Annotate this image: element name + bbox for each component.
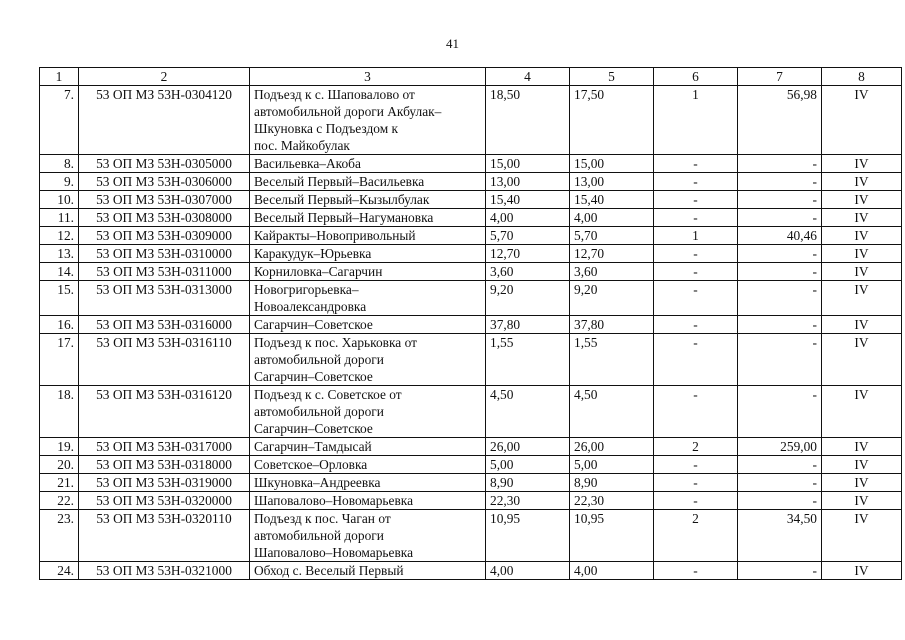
road-name-cell: Сагарчин–Тамдысай xyxy=(250,438,486,456)
road-code-cell: 53 ОП МЗ 53Н-0311000 xyxy=(79,263,250,281)
road-length-cell: 22,30 xyxy=(486,492,570,510)
road-length-2-cell: 15,00 xyxy=(570,155,654,173)
table-row xyxy=(40,227,902,245)
road-length-2-cell: 4,00 xyxy=(570,209,654,227)
road-length-2-cell: 12,70 xyxy=(570,245,654,263)
road-name-cell: Новогригорьевка– Новоалександровка xyxy=(250,281,486,316)
structure-length-cell: - xyxy=(738,316,822,334)
road-category-cell: IV xyxy=(822,562,902,580)
road-category-cell: IV xyxy=(822,209,902,227)
road-length-cell: 10,95 xyxy=(486,510,570,562)
road-code-cell: 53 ОП МЗ 53Н-0310000 xyxy=(79,245,250,263)
road-category-cell: IV xyxy=(822,456,902,474)
structure-length-cell: - xyxy=(738,263,822,281)
row-number-cell: 22. xyxy=(40,492,79,510)
road-category-cell: IV xyxy=(822,474,902,492)
road-length-cell: 4,00 xyxy=(486,562,570,580)
road-name-cell: Подъезд к пос. Харьковка от автомобильной дороги Сагарчин–Советское xyxy=(250,334,486,386)
row-number-cell: 12. xyxy=(40,227,79,245)
road-name-cell: Веселый Первый–Нагумановка xyxy=(250,209,486,227)
header-cell: 1 xyxy=(40,68,79,86)
header-cell: 5 xyxy=(570,68,654,86)
structure-count-cell: - xyxy=(654,191,738,209)
structure-count-cell: - xyxy=(654,173,738,191)
header-cell: 8 xyxy=(822,68,902,86)
structure-length-cell: - xyxy=(738,281,822,316)
structure-count-cell: 1 xyxy=(654,86,738,155)
structure-length-cell: - xyxy=(738,334,822,386)
row-number-cell: 14. xyxy=(40,263,79,281)
table-body xyxy=(40,68,902,580)
structure-length-cell: 56,98 xyxy=(738,86,822,155)
table-row xyxy=(40,438,902,456)
road-length-2-cell: 3,60 xyxy=(570,263,654,281)
structure-count-cell: - xyxy=(654,334,738,386)
road-length-cell: 1,55 xyxy=(486,334,570,386)
structure-length-cell: 34,50 xyxy=(738,510,822,562)
structure-length-cell: - xyxy=(738,474,822,492)
road-length-cell: 8,90 xyxy=(486,474,570,492)
road-category-cell: IV xyxy=(822,492,902,510)
header-cell: 3 xyxy=(250,68,486,86)
row-number-cell: 8. xyxy=(40,155,79,173)
header-cell: 6 xyxy=(654,68,738,86)
table-row xyxy=(40,334,902,386)
road-code-cell: 53 ОП МЗ 53Н-0320000 xyxy=(79,492,250,510)
road-code-cell: 53 ОП МЗ 53Н-0313000 xyxy=(79,281,250,316)
road-length-2-cell: 9,20 xyxy=(570,281,654,316)
road-name-cell: Советское–Орловка xyxy=(250,456,486,474)
table-row xyxy=(40,245,902,263)
table-row xyxy=(40,281,902,316)
road-code-cell: 53 ОП МЗ 53Н-0316110 xyxy=(79,334,250,386)
table-header-row xyxy=(40,68,902,86)
row-number-cell: 20. xyxy=(40,456,79,474)
road-code-cell: 53 ОП МЗ 53Н-0317000 xyxy=(79,438,250,456)
row-number-cell: 15. xyxy=(40,281,79,316)
structure-count-cell: - xyxy=(654,456,738,474)
road-length-cell: 12,70 xyxy=(486,245,570,263)
road-code-cell: 53 ОП МЗ 53Н-0305000 xyxy=(79,155,250,173)
structure-length-cell: 259,00 xyxy=(738,438,822,456)
road-code-cell: 53 ОП МЗ 53Н-0309000 xyxy=(79,227,250,245)
row-number-cell: 11. xyxy=(40,209,79,227)
road-length-2-cell: 17,50 xyxy=(570,86,654,155)
road-code-cell: 53 ОП МЗ 53Н-0316120 xyxy=(79,386,250,438)
road-name-cell: Шкуновка–Андреевка xyxy=(250,474,486,492)
row-number-cell: 10. xyxy=(40,191,79,209)
row-number-cell: 17. xyxy=(40,334,79,386)
road-code-cell: 53 ОП МЗ 53Н-0321000 xyxy=(79,562,250,580)
structure-length-cell: - xyxy=(738,173,822,191)
structure-count-cell: - xyxy=(654,386,738,438)
road-length-cell: 4,00 xyxy=(486,209,570,227)
structure-length-cell: - xyxy=(738,386,822,438)
structure-length-cell: - xyxy=(738,209,822,227)
road-name-cell: Веселый Первый–Кызылбулак xyxy=(250,191,486,209)
structure-count-cell: - xyxy=(654,474,738,492)
structure-length-cell: - xyxy=(738,456,822,474)
row-number-cell: 19. xyxy=(40,438,79,456)
structure-length-cell: - xyxy=(738,562,822,580)
road-length-cell: 13,00 xyxy=(486,173,570,191)
table-row xyxy=(40,562,902,580)
road-length-cell: 15,00 xyxy=(486,155,570,173)
road-length-2-cell: 26,00 xyxy=(570,438,654,456)
structure-count-cell: - xyxy=(654,263,738,281)
road-category-cell: IV xyxy=(822,281,902,316)
structure-count-cell: - xyxy=(654,209,738,227)
road-length-2-cell: 37,80 xyxy=(570,316,654,334)
structure-count-cell: - xyxy=(654,245,738,263)
road-name-cell: Шаповалово–Новомарьевка xyxy=(250,492,486,510)
road-length-2-cell: 8,90 xyxy=(570,474,654,492)
structure-count-cell: 2 xyxy=(654,510,738,562)
row-number-cell: 18. xyxy=(40,386,79,438)
structure-count-cell: - xyxy=(654,316,738,334)
row-number-cell: 21. xyxy=(40,474,79,492)
table-row xyxy=(40,155,902,173)
structure-length-cell: - xyxy=(738,155,822,173)
road-name-cell: Подъезд к пос. Чаган от автомобильной дороги Шаповалово–Новомарьевка xyxy=(250,510,486,562)
table-row xyxy=(40,492,902,510)
road-length-2-cell: 13,00 xyxy=(570,173,654,191)
structure-length-cell: - xyxy=(738,492,822,510)
road-code-cell: 53 ОП МЗ 53Н-0304120 xyxy=(79,86,250,155)
road-category-cell: IV xyxy=(822,155,902,173)
row-number-cell: 23. xyxy=(40,510,79,562)
table-row xyxy=(40,456,902,474)
page-number: 41 xyxy=(446,36,459,51)
road-length-2-cell: 22,30 xyxy=(570,492,654,510)
road-length-2-cell: 5,00 xyxy=(570,456,654,474)
road-category-cell: IV xyxy=(822,86,902,155)
structure-count-cell: - xyxy=(654,155,738,173)
road-category-cell: IV xyxy=(822,386,902,438)
row-number-cell: 16. xyxy=(40,316,79,334)
row-number-cell: 13. xyxy=(40,245,79,263)
road-length-cell: 4,50 xyxy=(486,386,570,438)
road-category-cell: IV xyxy=(822,510,902,562)
structure-length-cell: 40,46 xyxy=(738,227,822,245)
structure-count-cell: - xyxy=(654,281,738,316)
structure-count-cell: - xyxy=(654,492,738,510)
road-code-cell: 53 ОП МЗ 53Н-0308000 xyxy=(79,209,250,227)
header-cell: 7 xyxy=(738,68,822,86)
road-category-cell: IV xyxy=(822,438,902,456)
road-length-2-cell: 10,95 xyxy=(570,510,654,562)
road-code-cell: 53 ОП МЗ 53Н-0319000 xyxy=(79,474,250,492)
road-category-cell: IV xyxy=(822,334,902,386)
road-name-cell: Подъезд к с. Советское от автомобильной дороги Сагарчин–Советское xyxy=(250,386,486,438)
header-cell: 4 xyxy=(486,68,570,86)
road-name-cell: Васильевка–Акоба xyxy=(250,155,486,173)
road-length-cell: 18,50 xyxy=(486,86,570,155)
table-row xyxy=(40,173,902,191)
structure-count-cell: 1 xyxy=(654,227,738,245)
table-row xyxy=(40,209,902,227)
road-name-cell: Обход с. Веселый Первый xyxy=(250,562,486,580)
road-category-cell: IV xyxy=(822,227,902,245)
road-length-cell: 15,40 xyxy=(486,191,570,209)
road-length-2-cell: 4,50 xyxy=(570,386,654,438)
structure-count-cell: 2 xyxy=(654,438,738,456)
road-length-cell: 9,20 xyxy=(486,281,570,316)
road-length-2-cell: 15,40 xyxy=(570,191,654,209)
structure-length-cell: - xyxy=(738,191,822,209)
road-length-cell: 3,60 xyxy=(486,263,570,281)
road-code-cell: 53 ОП МЗ 53Н-0316000 xyxy=(79,316,250,334)
road-length-2-cell: 1,55 xyxy=(570,334,654,386)
road-name-cell: Кайракты–Новопривольный xyxy=(250,227,486,245)
road-code-cell: 53 ОП МЗ 53Н-0320110 xyxy=(79,510,250,562)
structure-count-cell: - xyxy=(654,562,738,580)
road-name-cell: Подъезд к с. Шаповалово от автомобильной дороги Акбулак– Шкуновка с Подъездом к пос. Майкобулак xyxy=(250,86,486,155)
road-category-cell: IV xyxy=(822,245,902,263)
table-row xyxy=(40,86,902,155)
table-row xyxy=(40,474,902,492)
roads-table xyxy=(39,67,902,580)
table-row xyxy=(40,263,902,281)
row-number-cell: 7. xyxy=(40,86,79,155)
row-number-cell: 24. xyxy=(40,562,79,580)
road-length-2-cell: 4,00 xyxy=(570,562,654,580)
road-category-cell: IV xyxy=(822,263,902,281)
road-category-cell: IV xyxy=(822,191,902,209)
road-length-cell: 26,00 xyxy=(486,438,570,456)
row-number-cell: 9. xyxy=(40,173,79,191)
table-row xyxy=(40,191,902,209)
road-length-cell: 5,70 xyxy=(486,227,570,245)
road-name-cell: Веселый Первый–Васильевка xyxy=(250,173,486,191)
road-name-cell: Корниловка–Сагарчин xyxy=(250,263,486,281)
road-category-cell: IV xyxy=(822,173,902,191)
header-cell: 2 xyxy=(79,68,250,86)
road-code-cell: 53 ОП МЗ 53Н-0318000 xyxy=(79,456,250,474)
road-length-cell: 37,80 xyxy=(486,316,570,334)
road-code-cell: 53 ОП МЗ 53Н-0307000 xyxy=(79,191,250,209)
road-name-cell: Сагарчин–Советское xyxy=(250,316,486,334)
structure-length-cell: - xyxy=(738,245,822,263)
road-length-cell: 5,00 xyxy=(486,456,570,474)
road-name-cell: Каракудук–Юрьевка xyxy=(250,245,486,263)
table-row xyxy=(40,316,902,334)
road-code-cell: 53 ОП МЗ 53Н-0306000 xyxy=(79,173,250,191)
road-category-cell: IV xyxy=(822,316,902,334)
table-row xyxy=(40,510,902,562)
road-length-2-cell: 5,70 xyxy=(570,227,654,245)
table-row xyxy=(40,386,902,438)
